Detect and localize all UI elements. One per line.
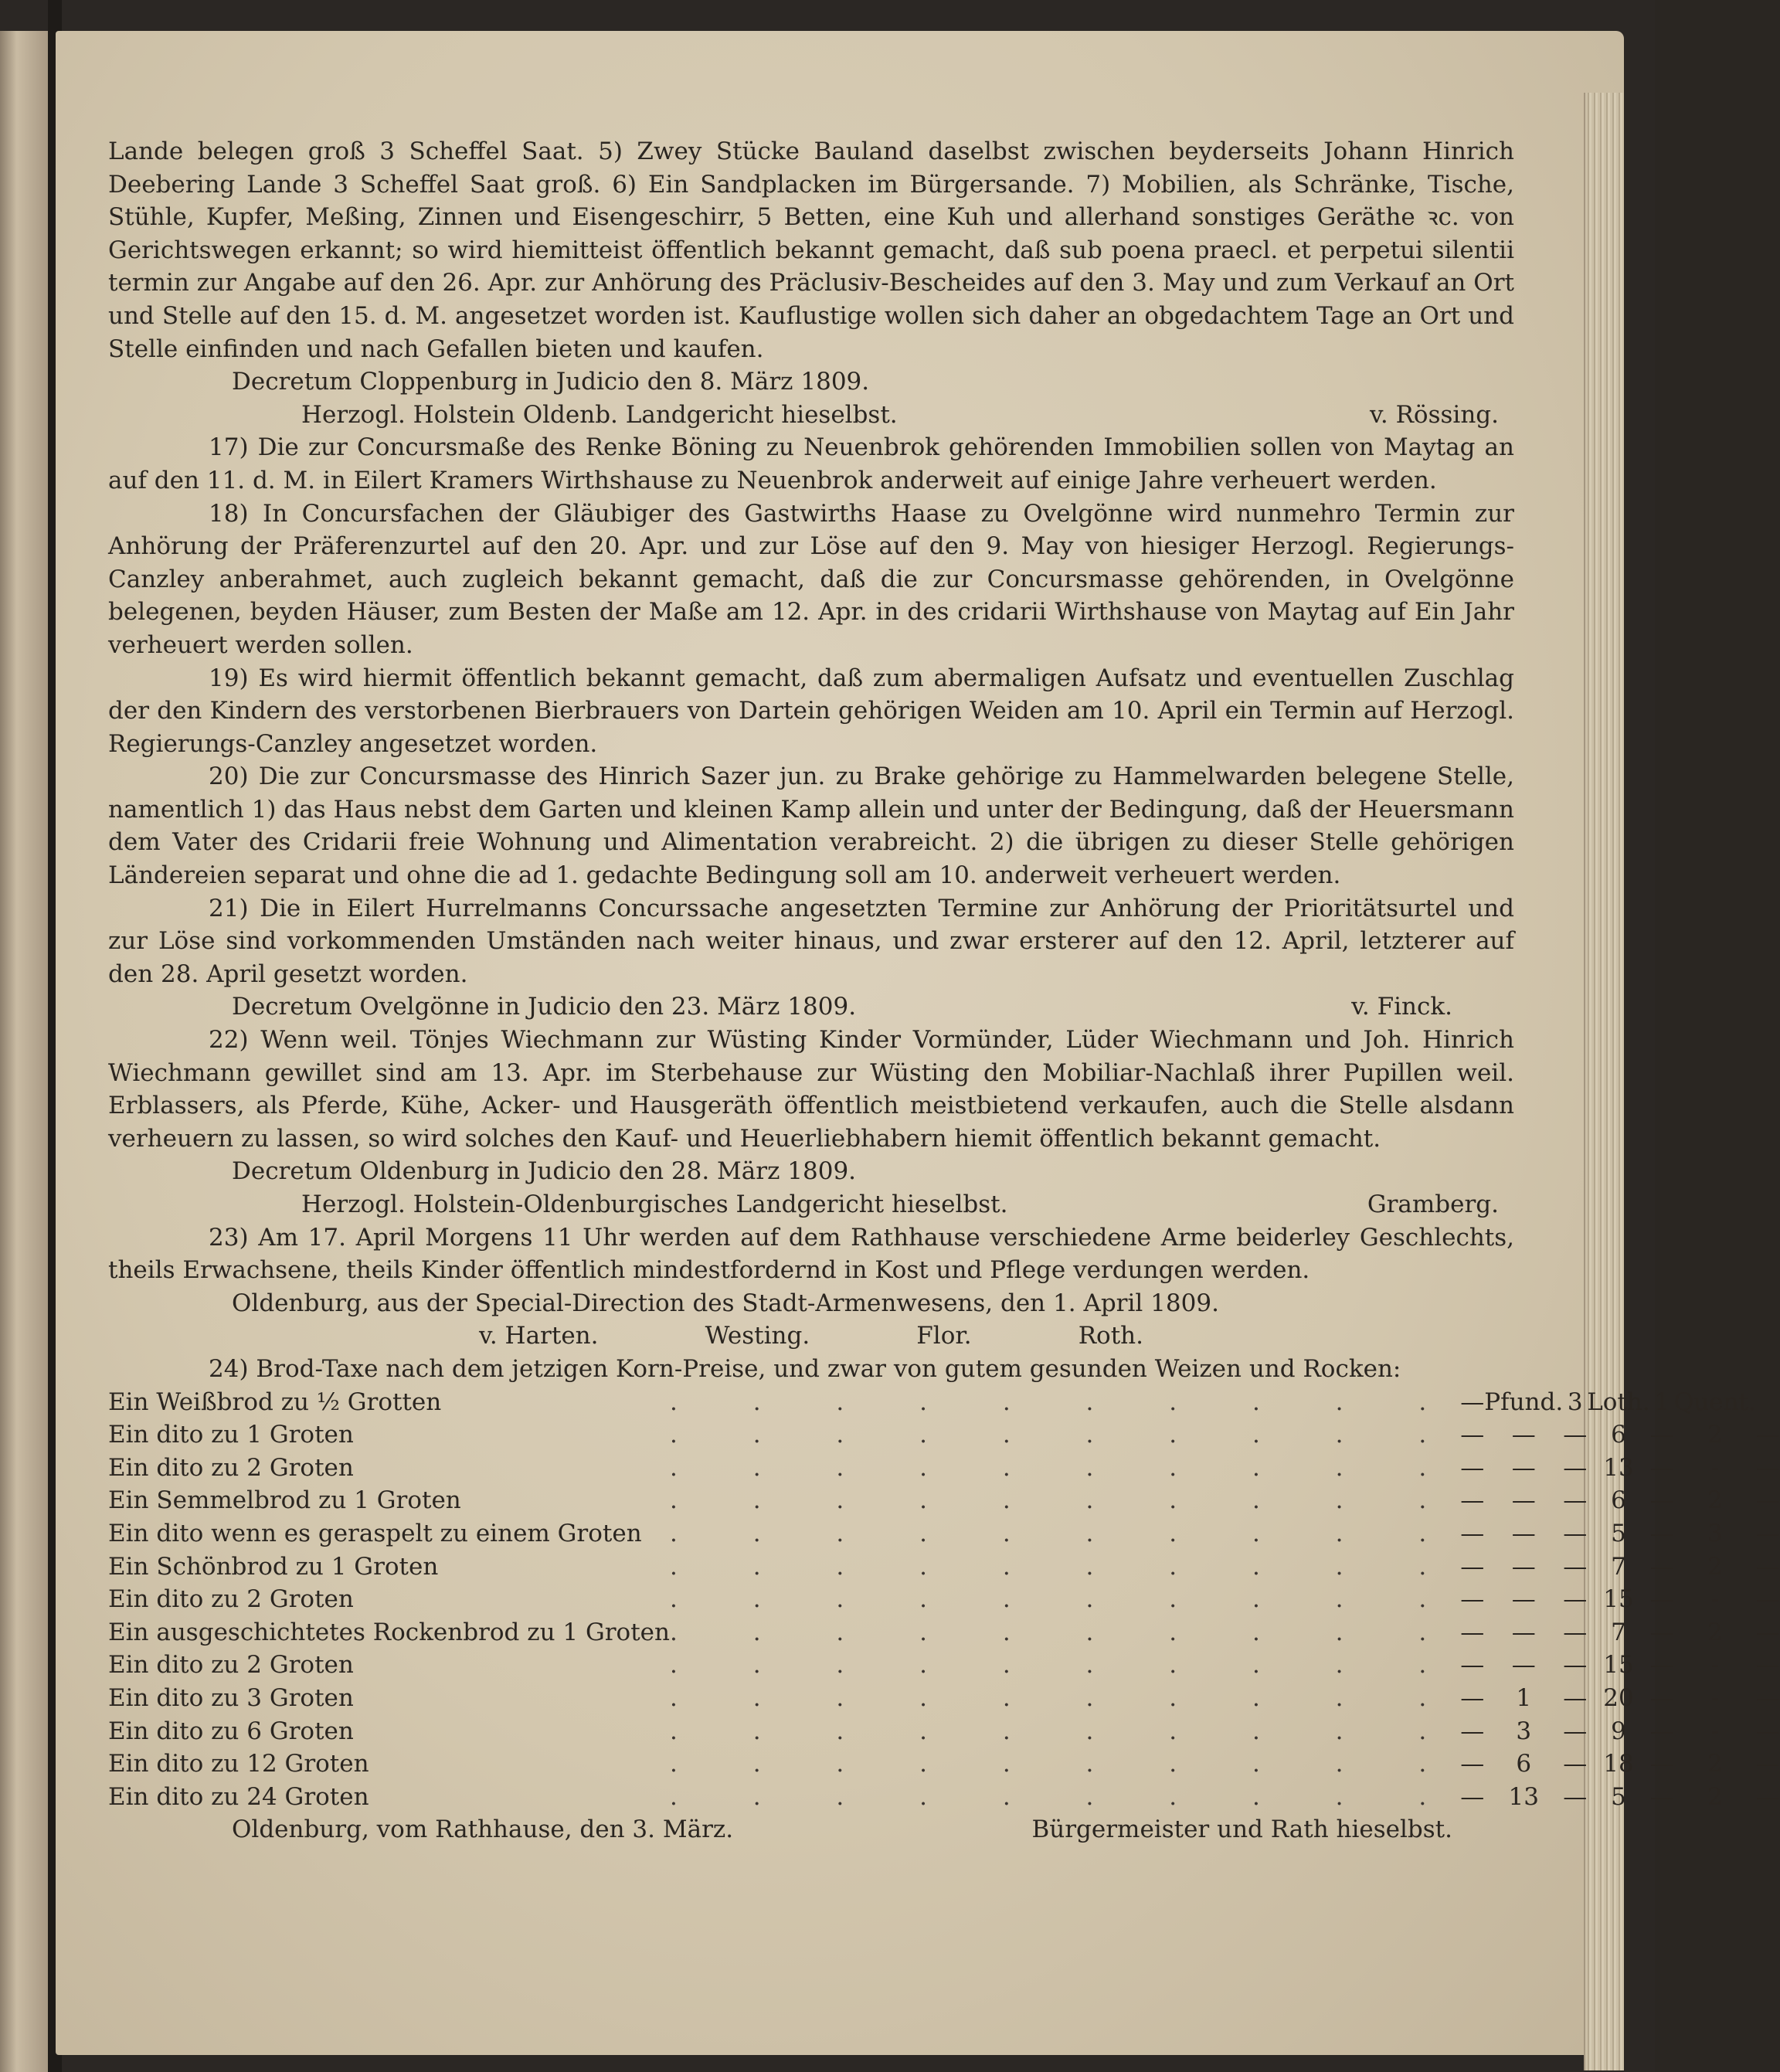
signers-23 xyxy=(108,1320,1514,1353)
dash: — xyxy=(1563,1453,1588,1482)
dash: — xyxy=(1460,1585,1485,1614)
unit-pfund: Pfund. xyxy=(1484,1388,1564,1416)
quent-value: 1 xyxy=(1654,1388,1670,1416)
quent-value: - xyxy=(1710,1717,1719,1745)
pfund-value: 1 xyxy=(1516,1683,1532,1712)
dash: — xyxy=(1563,1421,1588,1449)
dash: — xyxy=(1460,1552,1485,1581)
footer-place: Oldenburg, vom Rathhause, den 3. März. xyxy=(232,1816,734,1844)
notice-21: 21) Die in Eilert Hurrelmanns Concurssache angesetzten Termine zur Anhörung der Prioritätsurtel und zur Löse sind vorkommenden Umständen nach weiter hinaus, und zwar ersterer auf den 12. April, letzterer auf den 28. April gesetzt worden. xyxy=(108,894,1514,988)
bread-tax-row xyxy=(108,1452,1780,1485)
bread-tax-row xyxy=(108,1551,1780,1584)
bread-item: Ein ausgeschichtetes Rockenbrod zu 1 Groten xyxy=(108,1618,670,1646)
court-signature-3 xyxy=(108,1188,1514,1221)
quent-value: 2 xyxy=(1707,1486,1723,1515)
leader-dots: . . . . . . . . . . xyxy=(670,1618,1461,1646)
notice-22: 22) Wenn weil. Tönjes Wiechmann zur Wüsting Kinder Vormünder, Lüder Wiechmann und Joh. Hinrich Wiechmann gewillet sind am 13. Apr. im Sterbehause zur Wüsting den Mobiliar-Nachlaß ihrer Pupillen weil. Erblassers, als Pferde, Kühe, Acker- und Hausgeräth öffentlich meistbietend verkaufen, auch die Stelle alsdann verheuern zu lassen, so wird solches den Kauf- und Heuerliebhabern hiemit öffentlich bekannt gemacht. xyxy=(108,1026,1514,1153)
quent-value: 2 xyxy=(1707,1782,1723,1811)
dash: — xyxy=(1755,1519,1780,1547)
court-name: Herzogl. Holstein Oldenb. Landgericht hieselbst. xyxy=(301,400,898,429)
bread-tax-row xyxy=(108,1418,1780,1452)
dash: — xyxy=(1460,1651,1485,1680)
pfund-value: 6 xyxy=(1516,1750,1532,1778)
bread-item: Ein dito zu 3 Groten xyxy=(108,1683,354,1712)
decree-cloppenburg xyxy=(108,365,1514,399)
court-name: Herzogl. Holstein-Oldenburgisches Landgericht hieselbst. xyxy=(301,1191,1008,1218)
bread-item: Ein dito zu 2 Groten xyxy=(108,1651,354,1680)
bread-tax-row xyxy=(108,1781,1780,1814)
leader-dots: . . . . . . . . . . xyxy=(670,1453,1461,1482)
leader-dots: . . . . . . . . . . xyxy=(670,1782,1461,1811)
page-text xyxy=(108,135,1780,1846)
signer: Westing. xyxy=(705,1322,810,1350)
paragraph-continued: Lande belegen groß 3 Scheffel Saat. 5) Zwey Stücke Bauland daselbst zwischen beyderseits Johann Hinrich Deebering Lande 3 Scheffel Saat groß. 6) Ein Sandplacken im Bürgersande. 7) Mobilien, als Schränke, Tische, Stühle, Kupfer, Meßing, Zinnen und Eisengeschirr, 5 Betten, eine Kuh und allerhand sonstiges Geräthe ꝛc. von Gerichtswegen erkannt; so wird hiemitteist öffentlich bekannt gemacht, daß sub poena praecl. et perpetui silentii termin zur Angabe auf den 26. Apr. zur Anhörung des Präclusiv-Bescheides auf den 3. May und zum Verkauf an Ort und Stelle auf den 15. d. M. angesetzet worden ist. Kauflustige wollen sich daher an obgedachtem Tage an Ort und Stelle einfinden und nach Gefallen bieten und kaufen. xyxy=(108,138,1514,363)
dash: — xyxy=(1563,1618,1588,1646)
pfund-value: 3 xyxy=(1516,1717,1532,1745)
notice-17: 17) Die zur Concursmaße des Renke Böning zu Neuenbrok gehörenden Immobilien sollen von Maytag an auf den 11. d. M. in Eilert Kramers Wirthshause zu Neuenbrok anderweit auf einige Jahre verheuert werden. xyxy=(108,433,1514,494)
decree-place: Decretum Ovelgönne in Judicio den 23. März 1809. xyxy=(232,993,857,1021)
pfund-value: — xyxy=(1511,1552,1536,1581)
unit-quent: Quent. xyxy=(1673,1388,1756,1416)
leader-dots: . . . . . . . . . . xyxy=(670,1388,1461,1416)
quent-value: - xyxy=(1710,1651,1719,1680)
dash: — xyxy=(1649,1618,1674,1646)
pfund-value: — xyxy=(1511,1618,1536,1646)
dash: — xyxy=(1460,1782,1485,1811)
loth-value: 18 xyxy=(1603,1750,1634,1778)
decree-place: Decretum Cloppenburg in Judicio den 8. März 1809. xyxy=(232,368,870,396)
quent-value: 2 xyxy=(1707,1552,1723,1581)
bread-item: Ein Semmelbrod zu 1 Groten xyxy=(108,1486,461,1515)
dash: — xyxy=(1649,1486,1674,1515)
loth-value: 5 xyxy=(1611,1782,1626,1811)
bread-tax-row xyxy=(108,1682,1780,1715)
quent-value: 2 xyxy=(1707,1750,1723,1778)
leader-dots: . . . . . . . . . . xyxy=(670,1421,1461,1449)
loth-value: 6 xyxy=(1611,1421,1626,1449)
loth-value: 7 xyxy=(1611,1618,1626,1646)
quent-value: - xyxy=(1710,1453,1719,1482)
dash: — xyxy=(1755,1552,1780,1581)
loth-value: 7 xyxy=(1611,1552,1626,1581)
dash: — xyxy=(1649,1519,1674,1547)
bread-tax-row xyxy=(108,1583,1780,1616)
bread-item: Ein dito zu 1 Groten xyxy=(108,1421,354,1449)
unit-loth: Loth. xyxy=(1587,1388,1650,1416)
dash: — xyxy=(1755,1618,1780,1646)
dash: — xyxy=(1755,1683,1780,1712)
bread-tax-table xyxy=(108,1386,1780,1814)
dash: — xyxy=(1563,1519,1588,1547)
quent-value: 2 xyxy=(1707,1421,1723,1449)
pfund-value: — xyxy=(1511,1585,1536,1614)
quent-value: 3 xyxy=(1707,1519,1723,1547)
loth-value: 20 xyxy=(1603,1683,1634,1712)
pfund-value: 13 xyxy=(1508,1782,1539,1811)
bread-tax-heading: 24) Brod-Taxe nach dem jetzigen Korn-Preise, und zwar von gutem gesunden Weizen und Rocken: xyxy=(209,1354,1401,1383)
bread-item: Ein dito zu 12 Groten xyxy=(108,1750,369,1778)
notice-18: 18) In Concursfachen der Gläubiger des Gastwirths Haase zu Ovelgönne wird nunmehro Termin zur Anhörung der Präferenzurtel auf den 20. Apr. und zur Löse auf den 9. May von hiesiger Herzogl. Regierungs-Canzley anberahmet, auch zugleich bekannt gemacht, daß die zur Concursmasse gehörenden, in Ovelgönne belegenen, beyden Häuser, zum Besten der Maße am 12. Apr. in des cridarii Wirthshause von Maytag auf Ein Jahr verheuert werden sollen. xyxy=(108,499,1514,659)
bread-tax-row xyxy=(108,1386,1780,1419)
court-signature-1 xyxy=(108,399,1514,432)
dash: — xyxy=(1755,1651,1780,1680)
leader-dots: . . . . . . . . . . xyxy=(670,1585,1461,1614)
dash: — xyxy=(1755,1421,1780,1449)
dash: — xyxy=(1649,1453,1674,1482)
dash: — xyxy=(1649,1750,1674,1778)
bread-tax-row xyxy=(108,1715,1780,1748)
notice-23: 23) Am 17. April Morgens 11 Uhr werden auf dem Rathhause verschiedene Arme beiderley Geschlechts, theils Erwachsene, theils Kinder öffentlich mindestfordernd in Kost und Pflege verdungen werden. xyxy=(108,1223,1514,1285)
dash: — xyxy=(1755,1453,1780,1482)
dash: — xyxy=(1460,1750,1485,1778)
pfund-value: — xyxy=(1511,1421,1536,1449)
notice-19: 19) Es wird hiermit öffentlich bekannt gemacht, daß zum abermaligen Aufsatz und eventuellen Zuschlag der den Kindern des verstorbenen Bierbrauers von Dartein gehörigen Weiden am 10. April ein Termin auf Herzogl. Regierungs-Canzley angesetzet worden. xyxy=(108,664,1514,758)
bread-item: Ein dito zu 2 Groten xyxy=(108,1453,354,1482)
dash: — xyxy=(1460,1421,1485,1449)
dash: — xyxy=(1649,1683,1674,1712)
dash: — xyxy=(1460,1717,1485,1745)
pfund-value: — xyxy=(1511,1519,1536,1547)
dash: — xyxy=(1563,1717,1588,1745)
footer-signature xyxy=(108,1813,1514,1846)
quent-value: 2 xyxy=(1707,1618,1723,1646)
dash: — xyxy=(1755,1585,1780,1614)
bread-tax-row xyxy=(108,1616,1780,1649)
dash: — xyxy=(1649,1421,1674,1449)
bread-item: Ein dito zu 6 Groten xyxy=(108,1717,354,1745)
loth-value: 5 xyxy=(1611,1519,1626,1547)
leader-dots: . . . . . . . . . . xyxy=(670,1552,1461,1581)
bread-item: Ein Weißbrod zu ½ Grotten xyxy=(108,1388,442,1416)
bread-item: Ein dito wenn es geraspelt zu einem Groten xyxy=(108,1519,642,1547)
dash: — xyxy=(1460,1618,1485,1646)
loth-value: 9 xyxy=(1611,1717,1626,1745)
footer-signer: Bürgermeister und Rath hieselbst. xyxy=(1031,1816,1452,1844)
dash: — xyxy=(1649,1552,1674,1581)
dash: — xyxy=(1649,1782,1674,1811)
loth-value: 15 xyxy=(1603,1651,1634,1680)
dash: — xyxy=(1460,1453,1485,1482)
dash: — xyxy=(1755,1486,1780,1515)
dash: — xyxy=(1563,1585,1588,1614)
signer: v. Harten. xyxy=(479,1322,599,1350)
leader-dots: . . . . . . . . . . xyxy=(670,1750,1461,1778)
bread-item: Ein Schönbrod zu 1 Groten xyxy=(108,1552,439,1581)
signer: Gramberg. xyxy=(1367,1191,1499,1218)
signer: Flor. xyxy=(916,1322,972,1350)
bread-tax-row xyxy=(108,1649,1780,1682)
leader-dots: . . . . . . . . . . xyxy=(670,1651,1461,1680)
quent-value: - xyxy=(1710,1683,1719,1712)
dash: — xyxy=(1755,1782,1780,1811)
notice-20: 20) Die zur Concursmasse des Hinrich Sazer jun. zu Brake gehörige zu Hammelwarden belegene Stelle, namentlich 1) das Haus nebst dem Garten und kleinen Kamp allein und unter der Bedingung, daß der Heuersmann dem Vater des Cridarii freie Wohnung und Alimentation verabreicht. 2) die übrigen zu dieser Stelle gehörigen Ländereien separat und ohne die ad 1. gedachte Bedingung soll am 10. anderweit verheuert werden. xyxy=(108,763,1514,890)
bread-tax-row xyxy=(108,1748,1780,1781)
dash: — xyxy=(1755,1717,1780,1745)
bread-tax-row xyxy=(108,1484,1780,1517)
bread-tax-row xyxy=(108,1517,1780,1551)
dash: — xyxy=(1755,1750,1780,1778)
loth-value: 3 xyxy=(1567,1388,1583,1416)
bread-item: Ein dito zu 2 Groten xyxy=(108,1585,354,1614)
dash: — xyxy=(1649,1717,1674,1745)
dash: — xyxy=(1649,1651,1674,1680)
dash: — xyxy=(1563,1651,1588,1680)
dateline-text: Oldenburg, aus der Special-Direction des Stadt-Armenwesens, den 1. April 1809. xyxy=(232,1289,1219,1317)
dash: — xyxy=(1460,1388,1485,1416)
left-page-edge xyxy=(0,31,48,2072)
leader-dots: . . . . . . . . . . xyxy=(670,1683,1461,1712)
dash: — xyxy=(1460,1519,1485,1547)
signer: v. Finck. xyxy=(1351,993,1452,1021)
leader-dots: . . . . . . . . . . xyxy=(670,1519,1461,1547)
decree-ovelgoenne xyxy=(108,990,1514,1024)
signer: v. Rössing. xyxy=(1370,400,1499,429)
dateline-23 xyxy=(108,1287,1514,1320)
dash: — xyxy=(1563,1683,1588,1712)
leader-dots: . . . . . . . . . . xyxy=(670,1717,1461,1745)
dash: — xyxy=(1563,1782,1588,1811)
leader-dots: . . . . . . . . . . xyxy=(670,1486,1461,1515)
pfund-value: — xyxy=(1511,1651,1536,1680)
decree-place: Decretum Oldenburg in Judicio den 28. März 1809. xyxy=(232,1157,857,1186)
bread-item: Ein dito zu 24 Groten xyxy=(108,1782,369,1811)
loth-value: 15 xyxy=(1603,1585,1634,1614)
dash: — xyxy=(1563,1486,1588,1515)
signer: Roth. xyxy=(1078,1322,1143,1350)
pfund-value: — xyxy=(1511,1486,1536,1515)
pfund-value: — xyxy=(1511,1453,1536,1482)
dash: — xyxy=(1460,1486,1485,1515)
dash: — xyxy=(1460,1683,1485,1712)
dash: — xyxy=(1563,1750,1588,1778)
loth-value: 6 xyxy=(1611,1486,1626,1515)
loth-value: 13 xyxy=(1603,1453,1634,1482)
dash: — xyxy=(1563,1552,1588,1581)
decree-oldenburg xyxy=(108,1155,1514,1188)
dash: — xyxy=(1649,1585,1674,1614)
quent-value: - xyxy=(1710,1585,1719,1614)
